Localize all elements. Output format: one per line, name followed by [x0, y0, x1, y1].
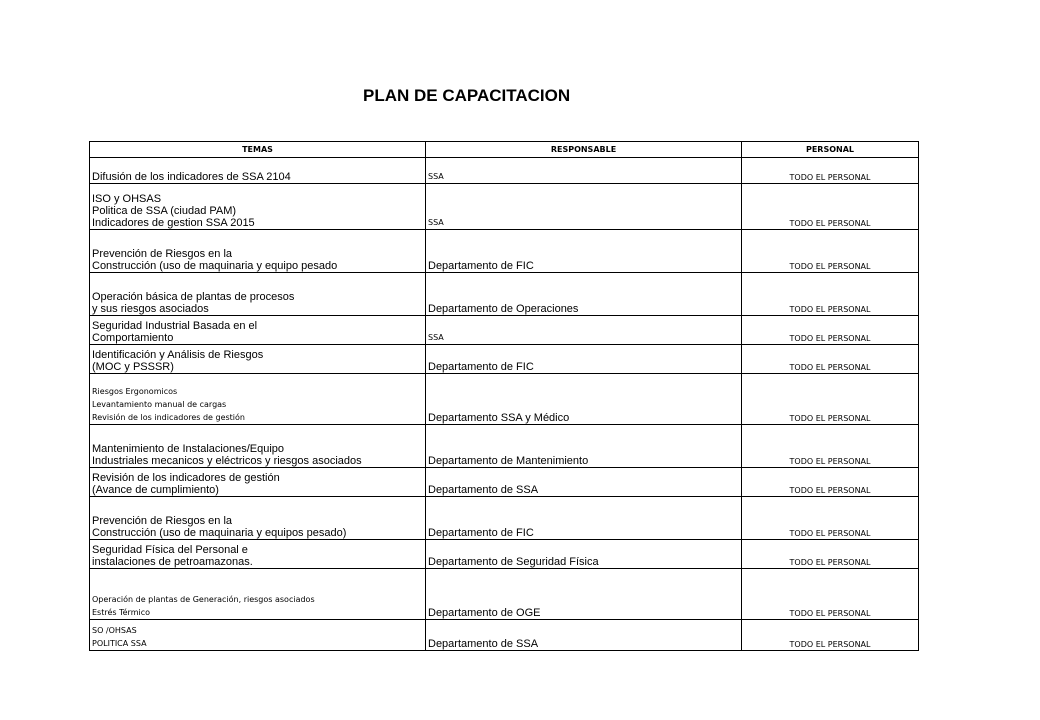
- tema-line: SO /OHSAS: [92, 626, 137, 635]
- tema-line: Construcción (uso de maquinaria y equipo pesado: [92, 260, 338, 272]
- table-row: [90, 468, 919, 497]
- header-personal: PERSONAL: [742, 142, 919, 158]
- cell-responsable: SSA: [426, 184, 742, 230]
- cell-personal: TODO EL PERSONAL: [742, 184, 919, 230]
- header-responsable: RESPONSABLE: [426, 142, 742, 158]
- cell-tema: [90, 468, 426, 497]
- cell-responsable: Departamento de Operaciones: [426, 273, 742, 316]
- tema-line: (Avance de cumplimiento): [92, 484, 219, 496]
- cell-personal: TODO EL PERSONAL: [742, 497, 919, 540]
- cell-personal: TODO EL PERSONAL: [742, 230, 919, 273]
- tema-line: instalaciones de petroamazonas.: [92, 556, 253, 568]
- cell-personal: TODO EL PERSONAL: [742, 374, 919, 425]
- training-plan-table: [89, 141, 919, 651]
- cell-tema: [90, 316, 426, 345]
- table-row: [90, 425, 919, 468]
- cell-tema: [90, 540, 426, 569]
- tema-line: Seguridad Física del Personal e: [92, 544, 248, 556]
- cell-responsable: Departamento de SSA: [426, 468, 742, 497]
- table-row: [90, 374, 919, 425]
- cell-responsable: Departamento de FIC: [426, 345, 742, 374]
- tema-line: Estrés Térmico: [92, 608, 151, 617]
- cell-responsable: Departamento de SSA: [426, 620, 742, 651]
- cell-responsable: Departamento de OGE: [426, 569, 742, 620]
- cell-personal: TODO EL PERSONAL: [742, 468, 919, 497]
- cell-tema: [90, 184, 426, 230]
- tema-line: Identificación y Análisis de Riesgos: [92, 349, 264, 361]
- tema-line: Revisión de los indicadores de gestión: [92, 472, 280, 484]
- tema-line: Prevención de Riesgos en la: [92, 248, 233, 260]
- tema-line: y sus riesgos asociados: [92, 303, 209, 315]
- cell-responsable: Departamento de Seguridad Física: [426, 540, 742, 569]
- tema-line: Operación de plantas de Generación, riesgos asociados: [92, 595, 315, 604]
- cell-tema: [90, 569, 426, 620]
- table-row: [90, 230, 919, 273]
- tema-line: ISO y OHSAS: [92, 193, 162, 205]
- cell-personal: TODO EL PERSONAL: [742, 273, 919, 316]
- tema-line: Riesgos Ergonomicos: [92, 387, 178, 396]
- tema-line: Seguridad Industrial Basada en el: [92, 320, 258, 332]
- cell-responsable: Departamento de Mantenimiento: [426, 425, 742, 468]
- cell-personal: TODO EL PERSONAL: [742, 540, 919, 569]
- page-title: PLAN DE CAPACITACION: [363, 86, 571, 105]
- cell-responsable: Departamento de FIC: [426, 497, 742, 540]
- tema-line: (MOC y PSSSR): [92, 361, 174, 373]
- cell-tema: [90, 497, 426, 540]
- table-row: [90, 620, 919, 651]
- cell-tema: [90, 230, 426, 273]
- cell-personal: TODO EL PERSONAL: [742, 425, 919, 468]
- cell-personal: TODO EL PERSONAL: [742, 158, 919, 184]
- tema-line: Indicadores de gestion SSA 2015: [92, 217, 255, 229]
- table-row: [90, 273, 919, 316]
- cell-personal: TODO EL PERSONAL: [742, 569, 919, 620]
- cell-personal: TODO EL PERSONAL: [742, 345, 919, 374]
- cell-responsable: Departamento SSA y Médico: [426, 374, 742, 425]
- header-temas: TEMAS: [90, 142, 426, 158]
- tema-line: POLITICA SSA: [92, 639, 147, 648]
- tema-line: Mantenimiento de Instalaciones/Equipo: [92, 443, 285, 455]
- table-row: [90, 158, 919, 184]
- cell-tema: [90, 620, 426, 651]
- cell-tema: [90, 374, 426, 425]
- tema-line: Revisión de los indicadores de gestión: [92, 413, 245, 422]
- cell-tema: [90, 425, 426, 468]
- tema-line: Construcción (uso de maquinaria y equipos pesado): [92, 527, 347, 539]
- table-row: [90, 345, 919, 374]
- tema-line: Operación básica de plantas de procesos: [92, 291, 295, 303]
- tema-line: Comportamiento: [92, 332, 174, 344]
- cell-personal: TODO EL PERSONAL: [742, 316, 919, 345]
- cell-responsable: SSA: [426, 158, 742, 184]
- tema-line: Politica de SSA (ciudad PAM): [92, 205, 237, 217]
- table-row: [90, 497, 919, 540]
- tema-line: Prevención de Riesgos en la: [92, 515, 233, 527]
- table-row: [90, 184, 919, 230]
- table-row: [90, 569, 919, 620]
- cell-responsable: SSA: [426, 316, 742, 345]
- table-row: [90, 316, 919, 345]
- table-body: [90, 158, 919, 651]
- cell-tema: [90, 273, 426, 316]
- tema-line: Levantamiento manual de cargas: [92, 400, 227, 409]
- cell-tema: [90, 158, 426, 184]
- tema-line: Difusión de los indicadores de SSA 2104: [92, 171, 291, 183]
- table-header-row: [90, 142, 919, 158]
- cell-tema: [90, 345, 426, 374]
- cell-responsable: Departamento de FIC: [426, 230, 742, 273]
- tema-line: Industriales mecanicos y eléctricos y riesgos asociados: [92, 455, 362, 467]
- table-row: [90, 540, 919, 569]
- cell-personal: TODO EL PERSONAL: [742, 620, 919, 651]
